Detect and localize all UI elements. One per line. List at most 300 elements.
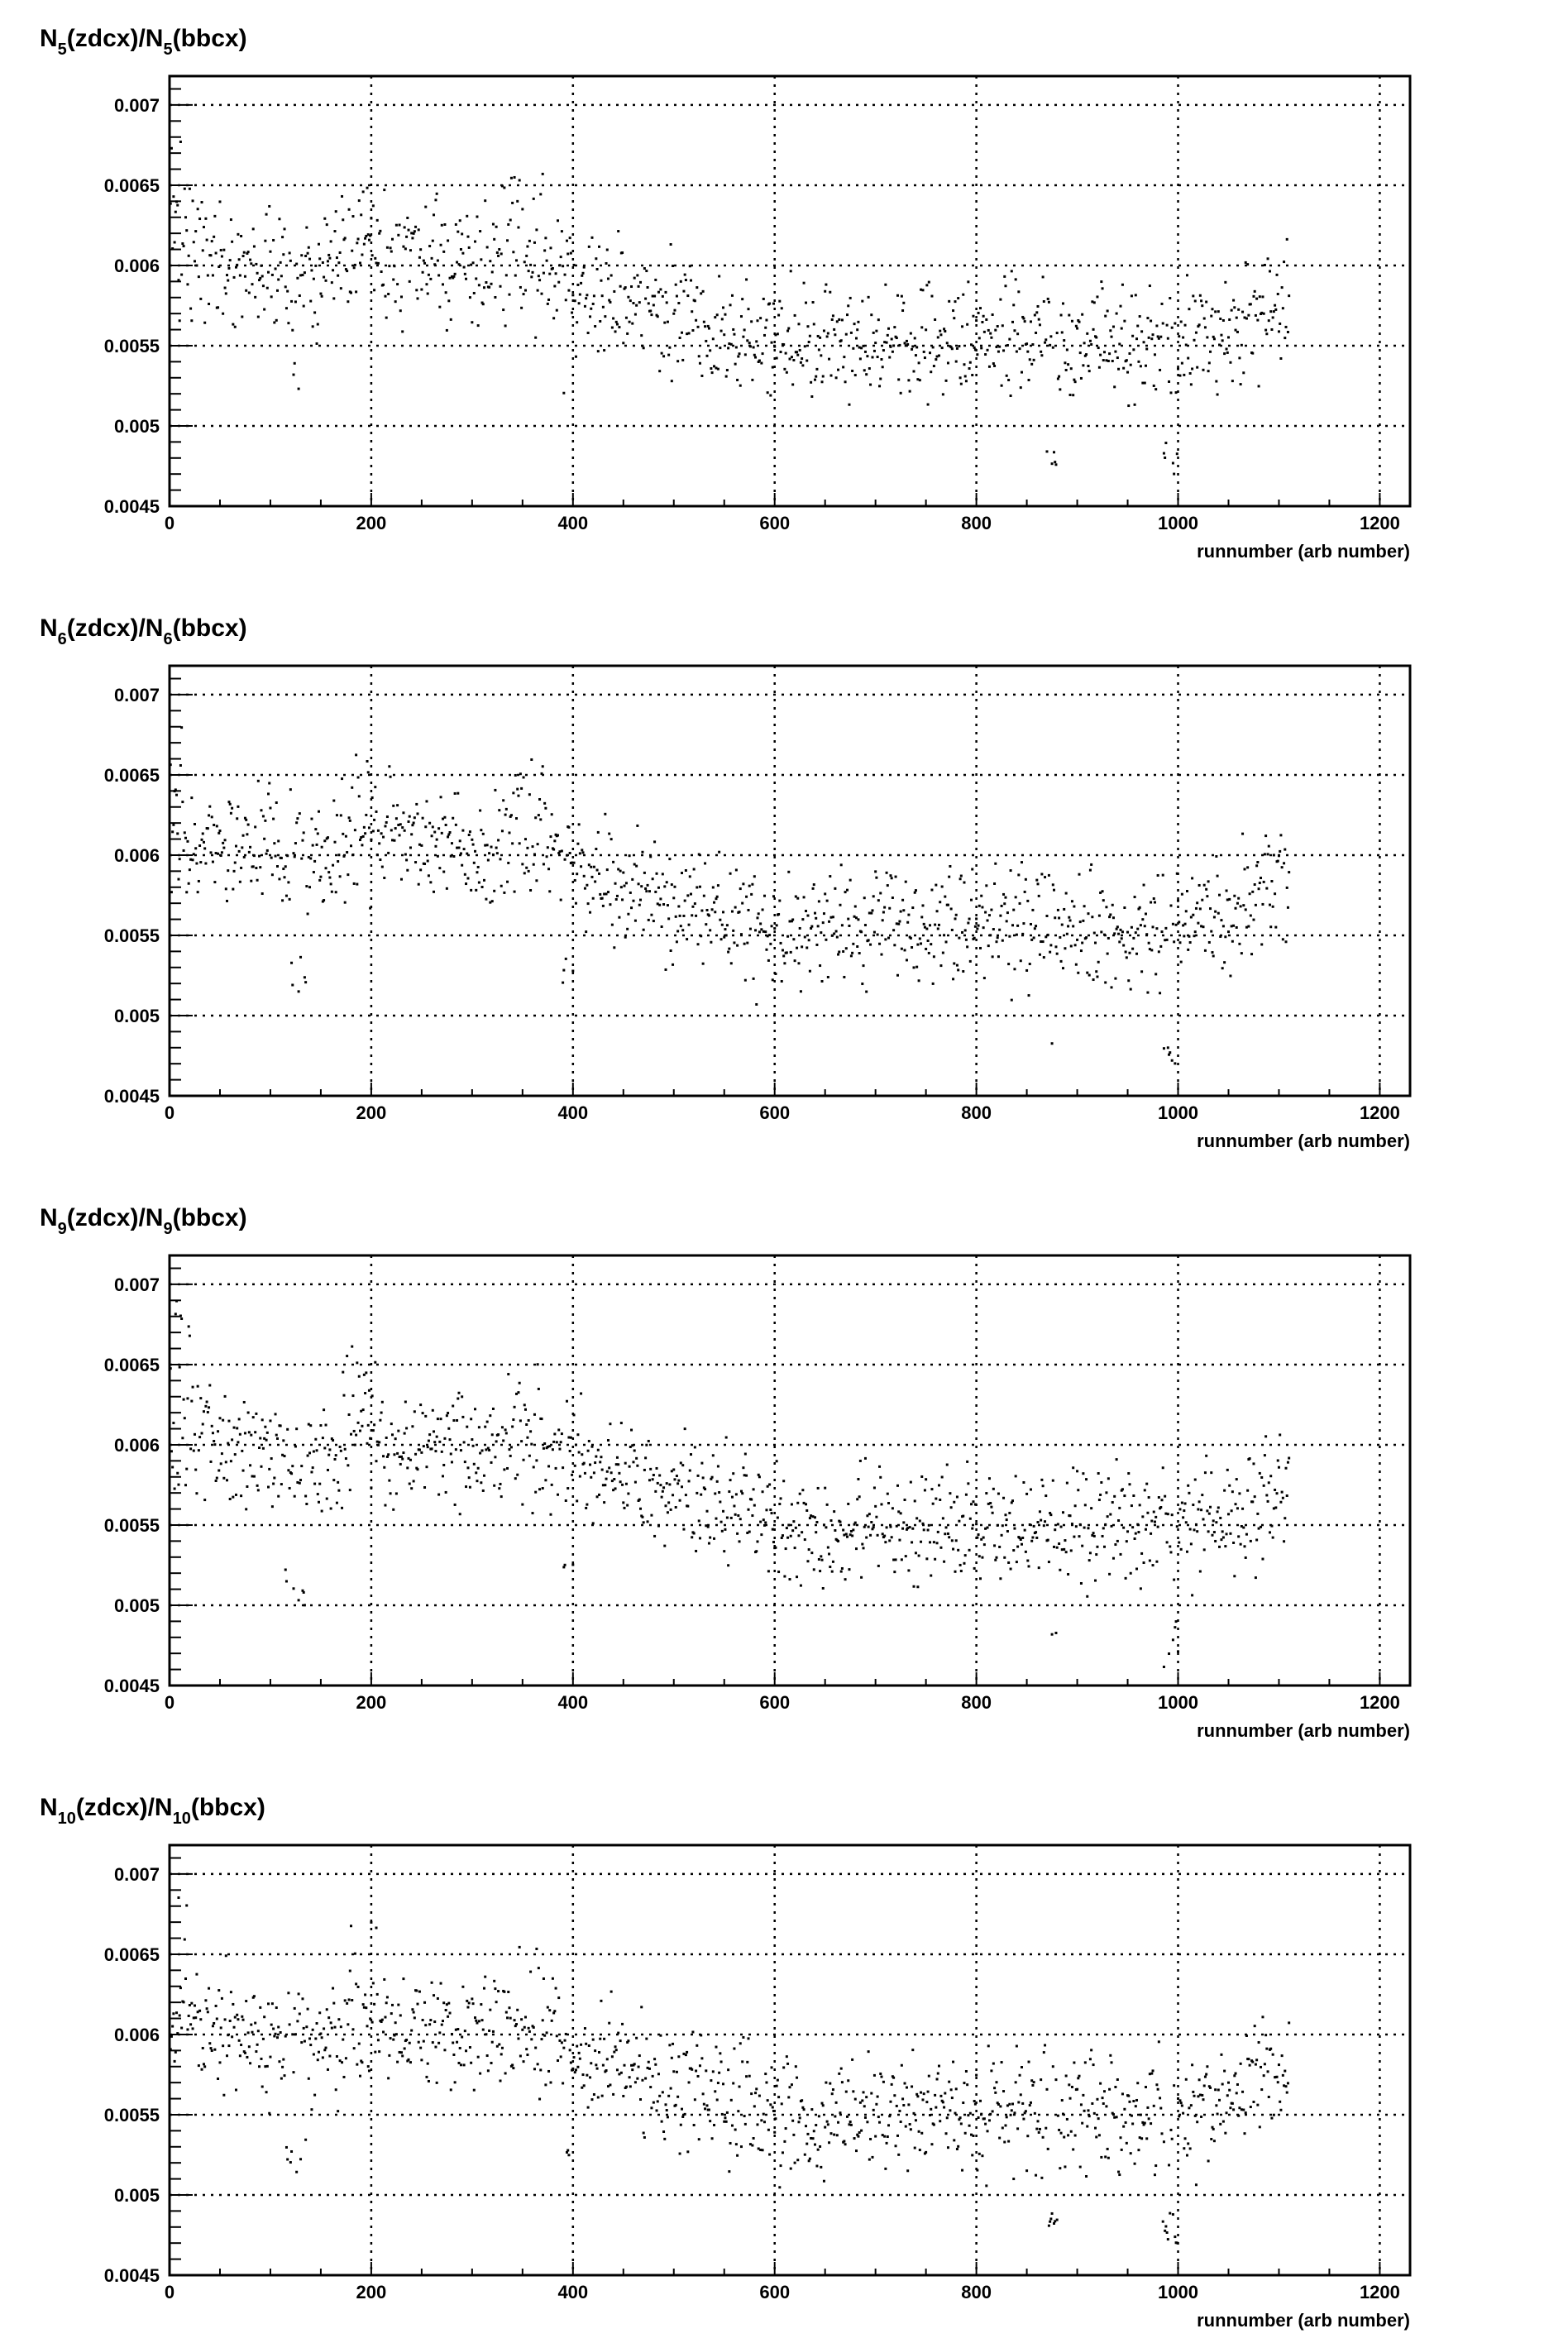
data-point	[744, 353, 747, 356]
data-point	[753, 354, 756, 356]
data-point	[981, 906, 983, 908]
data-point	[1103, 2090, 1106, 2092]
data-point	[722, 1510, 724, 1513]
data-point	[1208, 1513, 1211, 1515]
data-point	[1150, 2122, 1152, 2125]
data-point	[978, 925, 980, 927]
data-point	[863, 2105, 866, 2107]
data-point	[1150, 2073, 1153, 2075]
data-point	[590, 308, 592, 310]
data-point	[841, 2081, 844, 2083]
data-point	[1031, 909, 1034, 911]
data-point	[314, 2037, 317, 2039]
data-point	[826, 335, 829, 337]
data-point	[781, 1537, 783, 1539]
data-point	[930, 2143, 933, 2145]
data-point	[346, 1355, 348, 1357]
y-tick-label: 0.005	[113, 1005, 160, 1026]
data-point	[1254, 290, 1256, 293]
data-point	[934, 318, 936, 321]
data-point	[672, 2043, 674, 2045]
data-point	[1066, 2118, 1068, 2121]
data-point	[1102, 890, 1104, 892]
data-point	[354, 1953, 356, 1955]
data-point	[844, 380, 847, 383]
data-point	[580, 282, 582, 285]
data-point	[675, 916, 677, 918]
data-point	[456, 261, 458, 264]
data-point	[832, 314, 834, 317]
data-point	[717, 368, 719, 371]
data-point	[1011, 999, 1013, 1002]
data-point	[684, 1427, 686, 1430]
data-point	[652, 877, 654, 880]
data-point	[813, 323, 815, 325]
data-point	[1028, 994, 1030, 997]
data-point	[923, 1528, 925, 1531]
data-point	[514, 2019, 516, 2021]
data-point	[728, 2170, 730, 2173]
data-point	[189, 188, 191, 190]
data-point	[370, 1486, 372, 1489]
data-point	[713, 2124, 715, 2126]
data-point	[523, 872, 526, 874]
data-point	[1193, 2095, 1196, 2097]
data-point	[1250, 915, 1252, 917]
data-point	[447, 835, 449, 838]
data-point	[754, 356, 757, 359]
data-point	[1247, 2058, 1250, 2060]
data-point	[401, 2054, 404, 2057]
data-point	[615, 321, 618, 323]
data-point	[433, 1430, 435, 1432]
data-point	[690, 893, 692, 896]
data-point	[447, 2002, 450, 2005]
data-point	[176, 2032, 179, 2035]
data-point	[966, 945, 968, 948]
data-point	[318, 879, 321, 882]
data-point	[503, 186, 505, 189]
data-point	[1171, 327, 1174, 329]
data-point	[681, 2108, 683, 2111]
data-point	[893, 2094, 896, 2097]
data-point	[734, 906, 737, 909]
data-point	[294, 1495, 296, 1498]
data-point	[745, 2075, 748, 2078]
data-point	[511, 202, 514, 204]
data-point	[1102, 899, 1105, 901]
data-point	[1207, 880, 1210, 882]
data-point	[192, 2027, 194, 2030]
data-point	[507, 862, 509, 864]
data-point	[1017, 873, 1020, 876]
data-point	[400, 878, 403, 881]
data-point	[777, 314, 780, 317]
data-point	[767, 2129, 770, 2131]
data-point	[1056, 1547, 1059, 1549]
data-point	[313, 860, 316, 863]
data-point	[212, 861, 214, 863]
data-point	[342, 2076, 345, 2078]
data-point	[1059, 388, 1061, 390]
data-point	[569, 852, 571, 854]
data-point	[714, 1492, 716, 1494]
data-point	[452, 1404, 454, 1407]
data-point	[999, 2105, 1002, 2107]
x-tick-label: 200	[356, 1692, 387, 1713]
data-point	[176, 1472, 179, 1475]
data-point	[1218, 344, 1221, 347]
data-point	[562, 1566, 565, 1568]
data-point	[1037, 305, 1040, 308]
data-point	[1241, 952, 1243, 954]
data-point	[943, 934, 945, 936]
data-point	[415, 289, 418, 291]
data-point	[331, 281, 333, 284]
data-point	[966, 323, 968, 326]
data-point	[1273, 854, 1275, 856]
data-point	[690, 1453, 692, 1456]
data-point	[258, 1446, 261, 1449]
data-point	[186, 283, 189, 285]
data-point	[762, 908, 764, 911]
data-point	[831, 2092, 834, 2095]
data-point	[233, 276, 236, 279]
plot-frame	[170, 1255, 1410, 1686]
data-point	[508, 831, 510, 834]
data-point	[250, 1434, 252, 1437]
data-point	[1284, 2070, 1286, 2073]
data-point	[1052, 347, 1054, 349]
data-point	[606, 2058, 609, 2060]
data-point	[1025, 1493, 1028, 1495]
chart-pads	[40, 25, 1410, 2331]
data-point	[743, 328, 746, 331]
data-point	[966, 2083, 968, 2086]
data-point	[834, 887, 836, 890]
data-point	[730, 962, 733, 964]
data-point	[428, 874, 430, 877]
data-point	[616, 895, 619, 897]
data-point	[437, 855, 439, 858]
data-point	[845, 947, 848, 949]
data-point	[878, 1466, 881, 1468]
data-point	[932, 983, 935, 985]
data-point	[944, 1533, 946, 1535]
data-point	[210, 851, 213, 854]
data-point	[323, 276, 325, 279]
data-point	[428, 2080, 430, 2082]
data-point	[616, 2068, 619, 2071]
data-point	[195, 863, 198, 865]
data-point	[272, 239, 275, 241]
data-point	[1112, 1557, 1115, 1560]
data-point	[751, 1514, 753, 1517]
data-point	[1152, 925, 1154, 928]
data-point	[566, 1400, 568, 1403]
data-point	[957, 968, 959, 971]
data-point	[553, 2010, 556, 2012]
data-point	[1052, 1480, 1054, 1482]
data-point	[786, 371, 788, 374]
data-point	[783, 2140, 786, 2143]
data-point	[227, 2044, 230, 2047]
data-point	[896, 2135, 899, 2137]
data-point	[560, 1441, 562, 1443]
data-point	[629, 2076, 631, 2078]
data-point	[304, 1494, 307, 1497]
data-point	[847, 2079, 849, 2082]
data-point	[1117, 368, 1120, 371]
data-point	[286, 854, 289, 857]
data-point	[238, 2039, 241, 2042]
data-point	[1274, 892, 1276, 895]
data-point	[411, 824, 414, 826]
data-point	[459, 219, 461, 222]
data-point	[198, 844, 201, 847]
data-point	[1003, 2141, 1006, 2144]
data-point	[906, 343, 909, 346]
data-point	[472, 1445, 475, 1447]
data-point	[327, 254, 330, 256]
data-point	[313, 1451, 315, 1453]
data-point	[596, 2068, 599, 2070]
data-point	[818, 900, 820, 902]
data-point	[1164, 442, 1167, 444]
data-point	[691, 2030, 694, 2033]
data-point	[266, 849, 269, 852]
data-point	[1264, 853, 1266, 855]
data-point	[1002, 893, 1005, 896]
data-point	[1286, 1494, 1288, 1497]
data-point	[273, 321, 275, 323]
data-point	[734, 1513, 737, 1516]
data-point	[840, 2068, 843, 2070]
data-point	[1269, 270, 1271, 272]
data-point	[1114, 351, 1116, 353]
data-point	[1150, 337, 1153, 340]
data-point	[399, 834, 401, 836]
data-point	[198, 1436, 201, 1438]
data-point	[461, 830, 464, 832]
data-point	[606, 249, 609, 251]
data-point	[575, 1444, 577, 1446]
data-point	[1256, 319, 1259, 322]
data-point	[643, 1469, 646, 1471]
data-point	[685, 279, 687, 281]
data-point	[777, 2096, 780, 2098]
data-point	[1288, 871, 1290, 873]
data-point	[762, 2113, 765, 2116]
data-point	[1097, 1472, 1100, 1475]
data-point	[982, 315, 985, 318]
data-point	[1173, 2084, 1175, 2087]
data-point	[1149, 285, 1151, 287]
data-point	[1188, 1492, 1190, 1494]
data-point	[194, 823, 196, 825]
data-point	[1051, 1633, 1054, 1636]
data-point	[404, 1401, 407, 1403]
data-point	[578, 823, 581, 825]
data-point	[1026, 900, 1029, 902]
data-point	[969, 361, 972, 364]
data-point	[708, 328, 710, 330]
data-point	[538, 2098, 541, 2101]
data-point	[561, 849, 563, 852]
data-point	[400, 1456, 403, 1458]
data-point	[603, 2038, 605, 2040]
data-point	[1038, 895, 1040, 897]
data-point	[814, 379, 816, 381]
data-point	[384, 825, 386, 827]
data-point	[566, 252, 569, 255]
data-point	[1279, 1501, 1282, 1504]
data-point	[557, 1494, 559, 1496]
data-point	[1030, 363, 1033, 366]
data-point	[418, 1991, 421, 1993]
data-point	[1015, 896, 1017, 898]
data-point	[620, 886, 623, 888]
data-point	[983, 331, 986, 333]
data-point	[644, 1456, 647, 1459]
data-point	[373, 289, 375, 291]
data-point	[823, 1523, 825, 1526]
data-point	[796, 2077, 798, 2079]
data-point	[295, 263, 298, 265]
data-point	[533, 241, 536, 244]
data-point	[938, 2065, 940, 2068]
data-point	[1150, 949, 1153, 951]
data-point	[1218, 1546, 1221, 1548]
data-point	[648, 919, 650, 921]
data-point	[404, 226, 406, 228]
data-point	[1252, 2101, 1255, 2103]
data-point	[751, 379, 753, 381]
data-point	[479, 230, 481, 232]
data-point	[877, 899, 880, 901]
data-point	[222, 2094, 225, 2097]
data-point	[929, 351, 931, 354]
data-point	[863, 345, 865, 347]
data-point	[1226, 347, 1228, 350]
data-point	[728, 1490, 730, 1493]
data-point	[358, 795, 361, 797]
data-point	[492, 1408, 495, 1410]
data-point	[466, 236, 469, 238]
data-point	[997, 936, 999, 939]
data-point	[268, 1468, 270, 1470]
data-point	[440, 796, 442, 798]
data-point	[783, 368, 786, 371]
data-point	[1043, 1524, 1045, 1527]
data-point	[710, 941, 712, 944]
data-point	[713, 1537, 715, 1540]
x-tick-label: 400	[557, 1102, 589, 1123]
data-point	[234, 2016, 237, 2019]
data-point	[1169, 391, 1172, 394]
data-point	[175, 200, 178, 203]
data-point	[681, 332, 683, 334]
data-point	[1190, 1542, 1193, 1545]
data-point	[650, 914, 653, 916]
data-point	[543, 802, 546, 805]
data-point	[863, 964, 865, 967]
data-point	[477, 2056, 480, 2058]
data-point	[1182, 337, 1184, 339]
data-point	[1107, 1477, 1110, 1480]
data-point	[675, 2104, 677, 2106]
data-point	[799, 2116, 801, 2119]
data-point	[663, 885, 666, 887]
data-point	[374, 786, 376, 788]
data-point	[419, 868, 422, 871]
data-point	[570, 2062, 572, 2064]
chart-pad-1	[40, 25, 1410, 562]
data-point	[988, 2119, 991, 2121]
data-point	[318, 2051, 320, 2054]
data-point	[1077, 2077, 1079, 2079]
data-point	[1025, 1551, 1027, 1553]
data-point	[992, 928, 995, 930]
data-point	[552, 849, 555, 851]
data-point	[269, 806, 271, 809]
data-point	[1264, 1454, 1266, 1456]
data-point	[189, 1447, 192, 1450]
data-point	[754, 929, 757, 931]
data-point	[845, 1533, 848, 1535]
data-point	[478, 882, 480, 884]
data-point	[535, 228, 538, 231]
data-point	[695, 319, 697, 322]
data-point	[617, 2032, 619, 2035]
data-point	[549, 1513, 552, 1516]
data-point	[927, 1529, 930, 1532]
data-point	[374, 257, 376, 260]
data-point	[819, 964, 821, 967]
data-point	[286, 2158, 289, 2160]
data-point	[502, 308, 504, 311]
data-point	[682, 915, 685, 917]
data-point	[259, 866, 261, 868]
data-point	[277, 279, 280, 281]
data-point	[1049, 344, 1051, 347]
data-point	[604, 813, 606, 815]
data-point	[1174, 1626, 1176, 1628]
data-point	[1214, 1540, 1217, 1542]
data-point	[190, 796, 193, 799]
data-point	[275, 855, 277, 858]
data-point	[898, 1539, 901, 1542]
data-point	[479, 810, 481, 812]
data-point	[185, 229, 188, 232]
data-point	[275, 319, 278, 322]
data-point	[502, 799, 504, 801]
data-point	[423, 2001, 426, 2004]
data-point	[244, 275, 246, 278]
data-point	[296, 817, 299, 820]
data-point	[1072, 2148, 1074, 2150]
data-point	[624, 286, 627, 289]
data-point	[337, 261, 340, 264]
data-point	[851, 1534, 853, 1537]
data-point	[294, 2007, 296, 2010]
data-point	[1236, 331, 1239, 333]
x-tick-label: 400	[557, 513, 589, 533]
data-point	[423, 863, 426, 865]
data-point	[400, 295, 403, 298]
data-point	[1236, 317, 1238, 319]
data-point	[316, 1449, 318, 1451]
